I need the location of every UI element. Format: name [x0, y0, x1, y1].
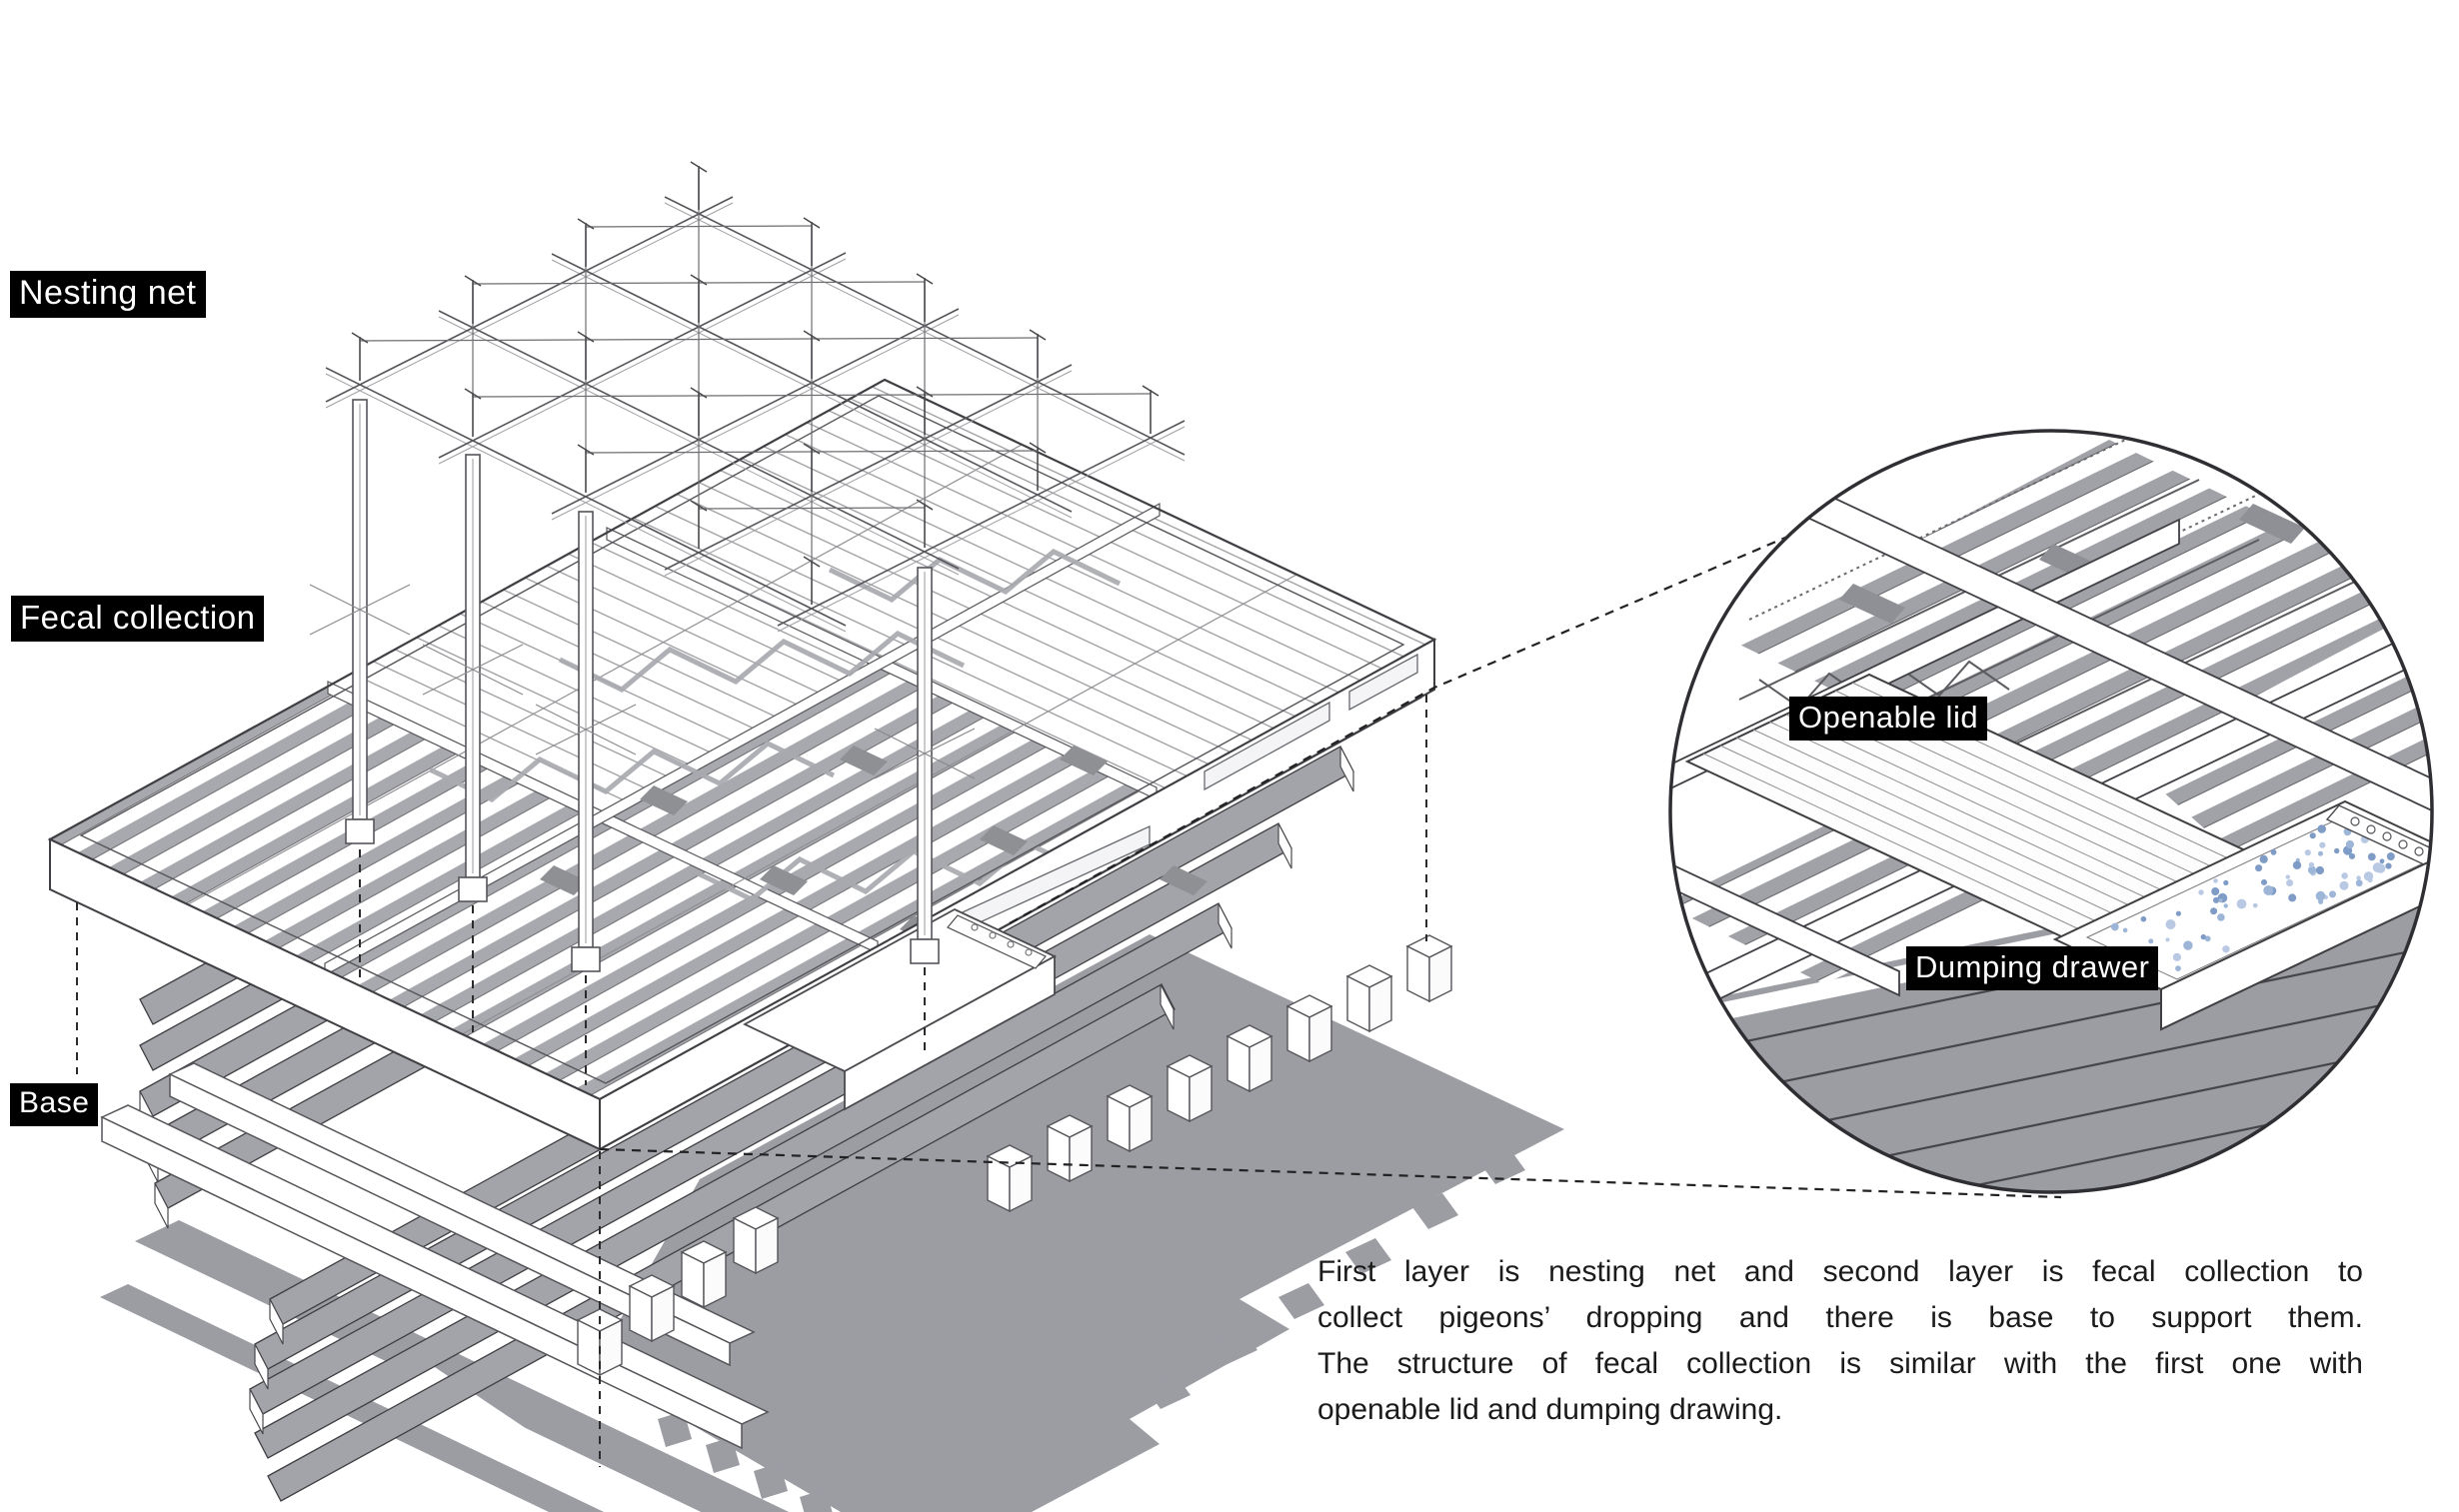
- caption-line: openable lid and dumping drawing.: [1317, 1393, 1783, 1426]
- nesting-net-label: Nesting net: [10, 271, 206, 318]
- caption-line: The structure of fecal collection is similar with the first one with: [1317, 1347, 2363, 1380]
- openable-lid-label: Openable lid: [1789, 697, 1987, 741]
- caption-text: [1317, 1249, 2363, 1433]
- base-label: Base: [10, 1083, 98, 1126]
- fecal-collection-label: Fecal collection: [11, 596, 264, 642]
- caption-line: First layer is nesting net and second layer is fecal collection to: [1317, 1255, 2363, 1288]
- dumping-drawer-label: Dumping drawer: [1906, 946, 2158, 990]
- detail-circle: [1635, 400, 2451, 1299]
- caption-line: collect pigeons’ dropping and there is base to support them.: [1317, 1301, 2363, 1334]
